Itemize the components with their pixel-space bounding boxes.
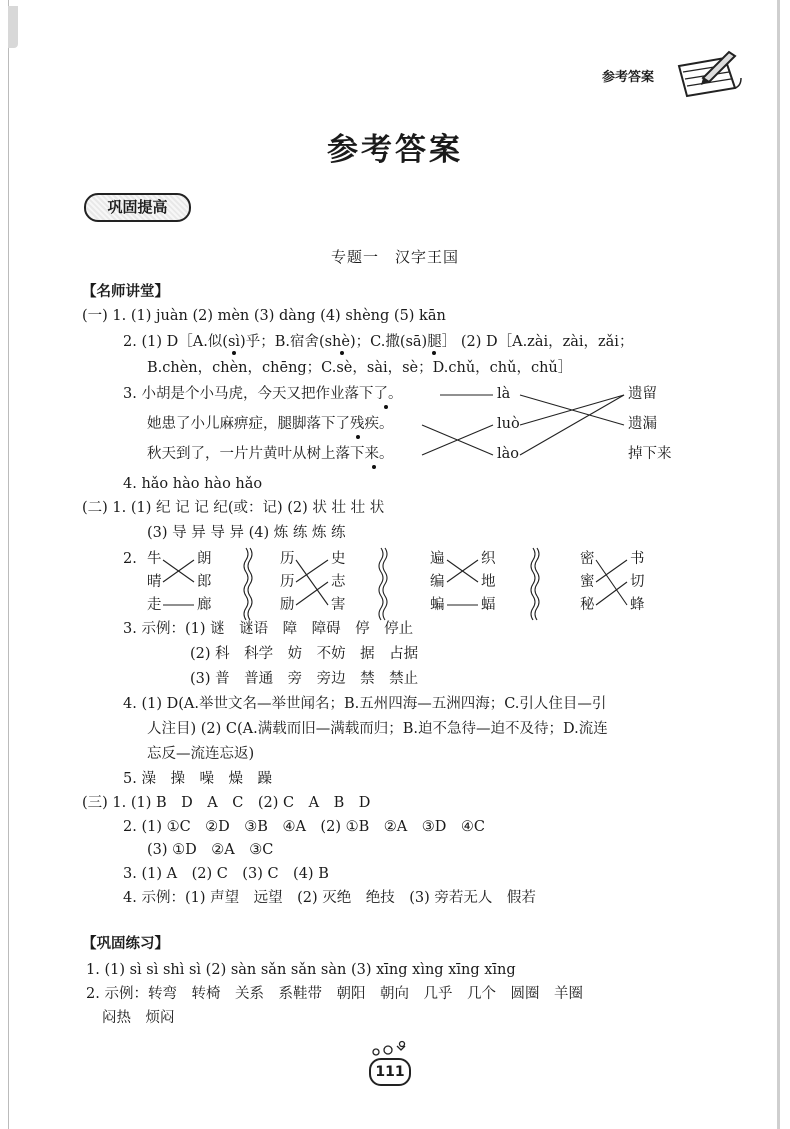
pinyin-option: luò [497, 416, 520, 432]
answer-line: 3. (1) A (2) C (3) C (4) B [123, 866, 329, 882]
group4-left: 密 [580, 551, 595, 567]
answer-line: (3) 导 异 导 异 (4) 炼 练 炼 练 [147, 525, 346, 541]
answer-line: 2. (1) ①C ②D ③B ④A (2) ①B ②A ③D ④C [123, 819, 485, 835]
group4-right: 切 [630, 574, 645, 590]
answer-line: 5. 澡 操 噪 燥 躁 [123, 771, 272, 787]
answer-line: 4. hǎo hào hào hǎo [123, 476, 263, 492]
answer-line: 忘反—流连忘返) [147, 746, 255, 762]
group2-left: 励 [280, 597, 295, 613]
page-title: 参考答案 [327, 132, 463, 168]
answer-line: (一) 1. (1) juàn (2) mèn (3) dàng (4) shèng (5) kān [82, 308, 446, 324]
group4-left: 秘 [580, 597, 595, 613]
group2-right: 志 [331, 574, 346, 590]
group-number: 2. [123, 551, 137, 567]
group1-right: 朗 [197, 551, 212, 567]
group4-right: 蜂 [630, 597, 645, 613]
answer-line: 4. 示例：(1) 声望 远望 (2) 灭绝 绝技 (3) 旁若无人 假若 [123, 890, 536, 906]
answer-line: B.chèn，chèn，chēng；C.sè，sài，sè；D.chǔ，chǔ，chǔ］ [147, 360, 573, 376]
answer-line: (二) 1. (1) 纪 记 记 纪(或：记) (2) 状 壮 壮 状 [82, 500, 385, 516]
answer-line: (3) 普 普通 旁 旁边 禁 禁止 [190, 671, 419, 687]
sentence-1: 3. 小胡是个小马虎，今天又把作业落下了。 [123, 386, 403, 402]
page-number: 111 [369, 1058, 411, 1086]
meaning-option: 遗留 [628, 386, 657, 402]
group3-right: 地 [481, 574, 496, 590]
practice-line: 2. 示例：转弯 转椅 关系 系鞋带 朝阳 朝向 几乎 几个 圆圈 羊圈 [86, 986, 583, 1002]
answer-line: 2. (1) D［A.似(sì)乎；B.宿舍(shè)；C.撒(sā)腿］ (2) D［A.zài，zài，zǎi； [123, 334, 634, 350]
group1-right: 郎 [197, 574, 212, 590]
topic-subtitle: 专题一 汉字王国 [330, 248, 459, 266]
sentence-2: 她患了小儿麻痹症，腿脚落下了残疾。 [147, 416, 394, 432]
header-label: 参考答案 [602, 70, 655, 85]
section-heading-practice: 【巩固练习】 [82, 936, 169, 952]
group2-left: 历 [280, 551, 295, 567]
group2-right: 史 [331, 551, 346, 567]
group3-left: 遍 [430, 551, 445, 567]
group1-left: 走 [147, 597, 162, 613]
pinyin-option: là [497, 386, 511, 402]
practice-line: 1. (1) sì sì shì sì (2) sàn sǎn sǎn sàn (3) xīng xìng xīng xīng [86, 962, 516, 978]
group4-right: 书 [630, 551, 645, 567]
meaning-option: 遗漏 [628, 416, 657, 432]
group2-right: 害 [331, 597, 346, 613]
sentence-3: 秋天到了，一片片黄叶从树上落下来。 [147, 446, 394, 462]
group4-left: 蜜 [580, 574, 595, 590]
practice-line: 闷热 烦闷 [102, 1010, 175, 1026]
group2-left: 历 [280, 574, 295, 590]
pinyin-option: lào [497, 446, 520, 462]
answer-line: 3. 示例：(1) 谜 谜语 障 障碍 停 停止 [123, 621, 414, 637]
group1-left: 晴 [147, 574, 162, 590]
answer-line: (2) 科 科学 妨 不妨 据 占据 [190, 646, 419, 662]
group3-right: 织 [481, 551, 496, 567]
answer-line: (3) ①D ②A ③C [147, 842, 274, 858]
group1-right: 廊 [197, 597, 212, 613]
answer-line: 人注目) (2) C(A.满载而旧—满载而归；B.迫不急待—迫不及待；D.流连 [147, 721, 608, 737]
answer-line: 4. (1) D(A.举世文名—举世闻名；B.五州四海—五洲四海；C.引人住目—引 [123, 696, 607, 712]
section-badge-label: 巩固提高 [107, 198, 168, 216]
answer-line: (三) 1. (1) B D A C (2) C A B D [82, 795, 371, 811]
section-heading-lecture: 【名师讲堂】 [82, 284, 169, 300]
group3-left: 蝙 [430, 597, 445, 613]
meaning-option: 掉下来 [628, 446, 672, 462]
group3-right: 蝠 [481, 597, 496, 613]
group1-left: 牛 [147, 551, 162, 567]
group3-left: 编 [430, 574, 445, 590]
